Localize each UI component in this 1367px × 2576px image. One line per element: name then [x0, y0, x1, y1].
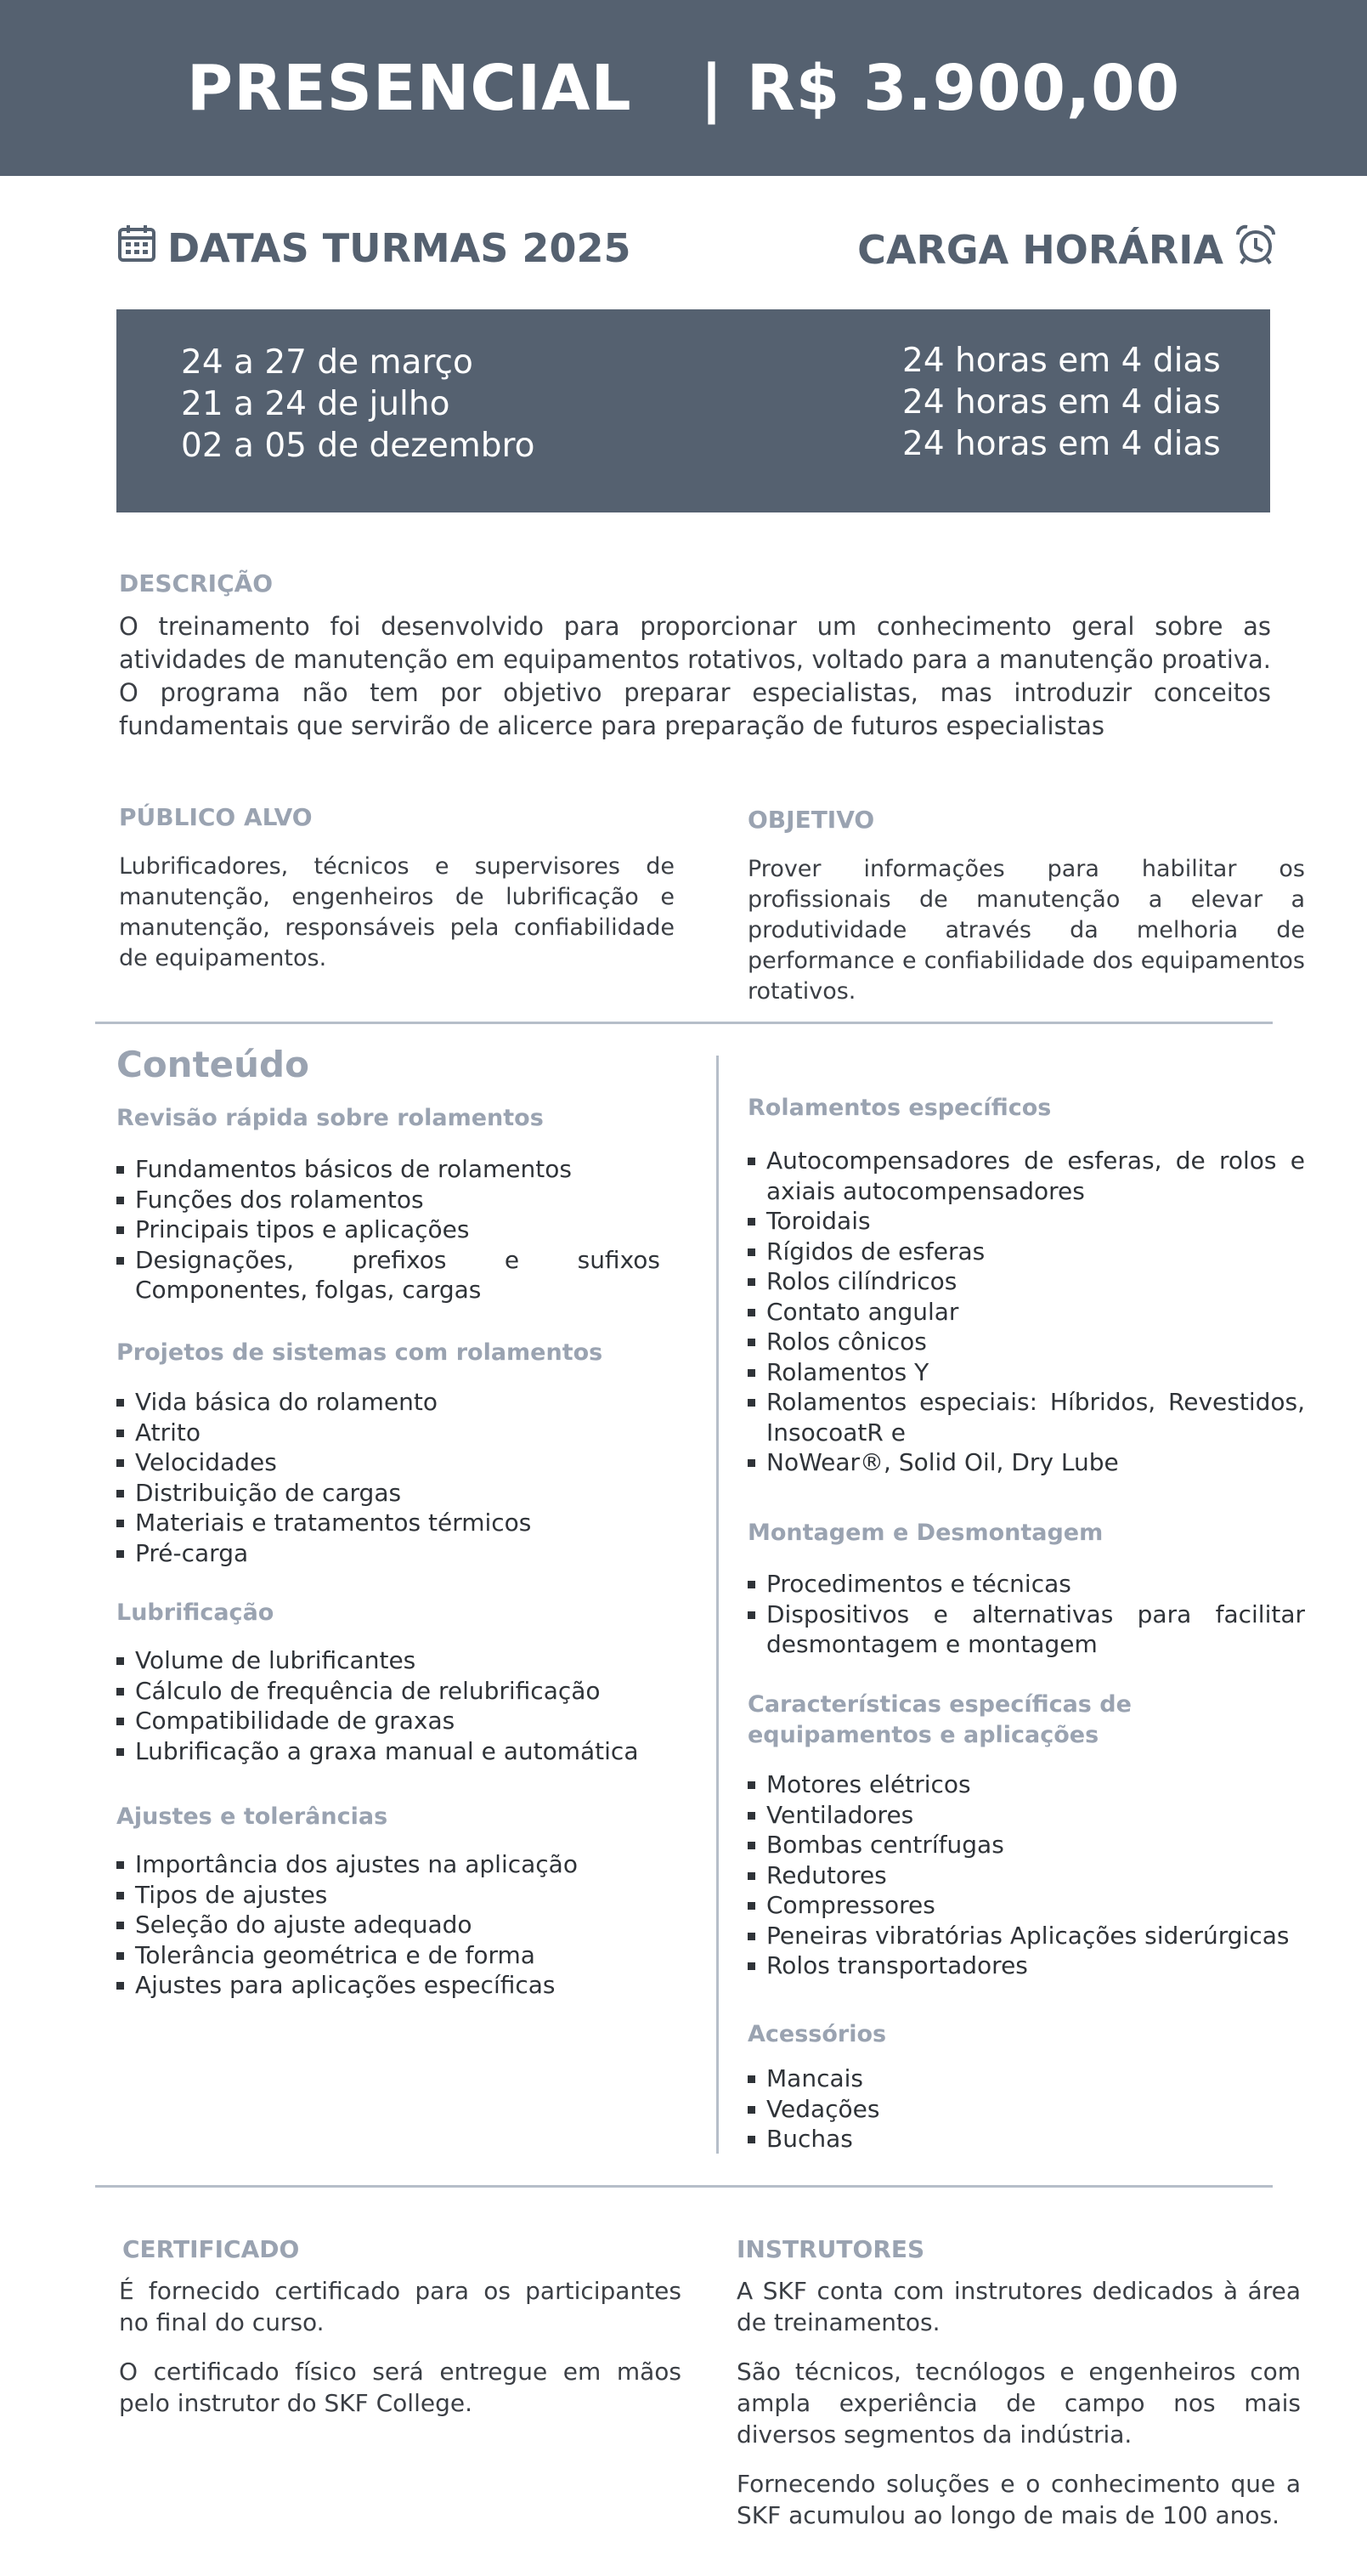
content-title: Conteúdo — [116, 1044, 309, 1085]
section-list — [748, 1569, 1305, 1660]
objective-text: Prover informações para habilitar os profissionais de manutenção a elevar a produtividade através da melhoria de performance e confiabilidade dos equipamentos rotativos. — [748, 856, 1305, 1005]
list-item: Importância dos ajustes na aplicação — [116, 1849, 660, 1880]
list-item: Ajustes para aplicações específicas — [116, 1970, 660, 2001]
section-list — [748, 1769, 1305, 1981]
section-list — [116, 1849, 660, 2001]
section-list — [116, 1154, 660, 1305]
list-item: NoWear®, Solid Oil, Dry Lube — [748, 1447, 1305, 1478]
date-item: 21 a 24 de julho — [181, 385, 450, 423]
list-item: Ventiladores — [748, 1800, 1305, 1831]
instructors-paragraph: São técnicos, tecnólogos e engenheiros com ampla experiência de campo nos mais diversos segmentos da indústria. — [737, 2358, 1301, 2449]
divider — [95, 1022, 1273, 1024]
list-item: Designações, prefixos e sufixos Componentes, folgas, cargas — [116, 1245, 660, 1305]
content-section — [748, 1518, 1305, 1660]
list-item: Volume de lubrificantes — [116, 1645, 660, 1676]
list-item: Velocidades — [116, 1447, 660, 1478]
list-item: Rolos cilíndricos — [748, 1266, 1305, 1297]
section-title: Projetos de sistemas com rolamentos — [116, 1339, 603, 1366]
list-item: Peneiras vibratórias Aplicações siderúrgicas — [748, 1921, 1305, 1951]
list-item: Dispositivos e alternativas para facilitar desmontagem e montagem — [748, 1599, 1305, 1660]
list-item: Distribuição de cargas — [116, 1478, 660, 1509]
list-item: Mancais — [748, 2064, 1305, 2094]
list-item: Vida básica do rolamento — [116, 1387, 660, 1418]
list-item: Funções dos rolamentos — [116, 1185, 660, 1215]
list-item: Procedimentos e técnicas — [748, 1569, 1305, 1599]
list-item: Rolamentos especiais: Híbridos, Revestidos, InsocoatR e — [748, 1387, 1305, 1447]
list-item: Autocompensadores de esferas, de rolos e axiais autocompensadores — [748, 1146, 1305, 1206]
workload-heading — [857, 223, 1278, 276]
dates-panel — [116, 309, 1270, 512]
list-item: Buchas — [748, 2124, 1305, 2154]
list-item: Bombas centrífugas — [748, 1830, 1305, 1860]
content-section — [116, 1338, 660, 1568]
section-list — [748, 1146, 1305, 1478]
list-item: Materiais e tratamentos térmicos — [116, 1508, 660, 1538]
calendar-icon — [116, 223, 157, 273]
content-section — [748, 1690, 1305, 1981]
instructors-label: INSTRUTORES — [737, 2235, 925, 2263]
instructors-paragraph: Fornecendo soluções e o conhecimento que a SKF acumulou ao longo de mais de 100 anos. — [737, 2470, 1301, 2529]
dates-heading — [116, 223, 630, 273]
content-section — [116, 1598, 660, 1766]
list-item: Rolamentos Y — [748, 1357, 1305, 1388]
list-item: Rolos transportadores — [748, 1950, 1305, 1981]
description-label: DESCRIÇÃO — [119, 569, 274, 597]
date-item: 24 a 27 de março — [181, 343, 473, 382]
certificate-paragraph: É fornecido certificado para os participantes no final do curso. — [119, 2277, 681, 2336]
section-title: Ajustes e tolerâncias — [116, 1803, 388, 1830]
list-item: Pré-carga — [116, 1538, 660, 1569]
list-item: Cálculo de frequência de relubrificação — [116, 1676, 660, 1707]
audience-text: Lubrificadores, técnicos e supervisores de manutenção, engenheiros de lubrificação e manutenção, responsáveis pela confiabilidade de equipamentos. — [119, 853, 675, 971]
column-divider — [716, 1056, 719, 2154]
description-text: O treinamento foi desenvolvido para proporcionar um conhecimento geral sobre as atividades de manutenção em equipamentos rotativos, voltado para a manutenção proativa. O programa não tem por objetivo preparar especialistas, mas introduzir conceitos fundamentais que servirão de alicerce para preparação de futuros especialistas — [119, 612, 1271, 740]
list-item: Motores elétricos — [748, 1769, 1305, 1800]
workload-item: 24 horas em 4 dias — [902, 383, 1221, 422]
alarm-clock-icon — [1234, 223, 1278, 276]
dates-title: DATAS TURMAS 2025 — [167, 224, 631, 271]
list-item: Principais tipos e aplicações — [116, 1214, 660, 1245]
certificate-paragraph: O certificado físico será entregue em mãos pelo instrutor do SKF College. — [119, 2358, 681, 2417]
section-title: Revisão rápida sobre rolamentos — [116, 1105, 544, 1131]
workload-item: 24 horas em 4 dias — [902, 342, 1221, 380]
price-banner — [0, 0, 1367, 176]
section-list — [116, 1387, 660, 1568]
list-item: Tipos de ajustes — [116, 1880, 660, 1911]
section-list — [116, 1645, 660, 1766]
list-item: Fundamentos básicos de rolamentos — [116, 1154, 660, 1185]
content-section — [116, 1103, 660, 1305]
divider — [95, 2185, 1273, 2188]
list-item: Compressores — [748, 1890, 1305, 1921]
section-title: Acessórios — [748, 2021, 887, 2047]
list-item: Rolos cônicos — [748, 1327, 1305, 1357]
date-item: 02 a 05 de dezembro — [181, 427, 535, 465]
list-item: Atrito — [116, 1418, 660, 1448]
content-section — [748, 2019, 1305, 2154]
list-item: Vedações — [748, 2094, 1305, 2125]
list-item: Contato angular — [748, 1297, 1305, 1328]
section-title: Rolamentos específicos — [748, 1095, 1052, 1121]
section-title: Características específicas de equipamentos e aplicações — [748, 1691, 1132, 1748]
list-item: Rígidos de esferas — [748, 1237, 1305, 1267]
section-title: Montagem e Desmontagem — [748, 1520, 1104, 1546]
workload-item: 24 horas em 4 dias — [902, 425, 1221, 463]
list-item: Lubrificação a graxa manual e automática — [116, 1736, 660, 1767]
certificate-body — [119, 2275, 681, 2419]
objective-label: OBJETIVO — [748, 806, 875, 834]
instructors-paragraph: A SKF conta com instrutores dedicados à área de treinamentos. — [737, 2277, 1301, 2336]
list-item: Compatibilidade de graxas — [116, 1706, 660, 1736]
section-list — [748, 2064, 1305, 2154]
content-section — [116, 1802, 660, 2001]
instructors-body — [737, 2275, 1301, 2531]
price-banner-title: PRESENCIAL | R$ 3.900,00 — [186, 51, 1181, 125]
list-item: Tolerância geométrica e de forma — [116, 1940, 660, 1971]
certificate-label: CERTIFICADO — [122, 2235, 300, 2263]
list-item: Toroidais — [748, 1206, 1305, 1237]
dates-list — [181, 342, 535, 467]
audience-label: PÚBLICO ALVO — [119, 803, 313, 831]
workload-title: CARGA HORÁRIA — [857, 226, 1223, 273]
section-title: Lubrificação — [116, 1599, 274, 1626]
content-section — [748, 1093, 1305, 1478]
list-item: Redutores — [748, 1860, 1305, 1891]
list-item: Seleção do ajuste adequado — [116, 1910, 660, 1940]
workload-list — [902, 340, 1221, 465]
